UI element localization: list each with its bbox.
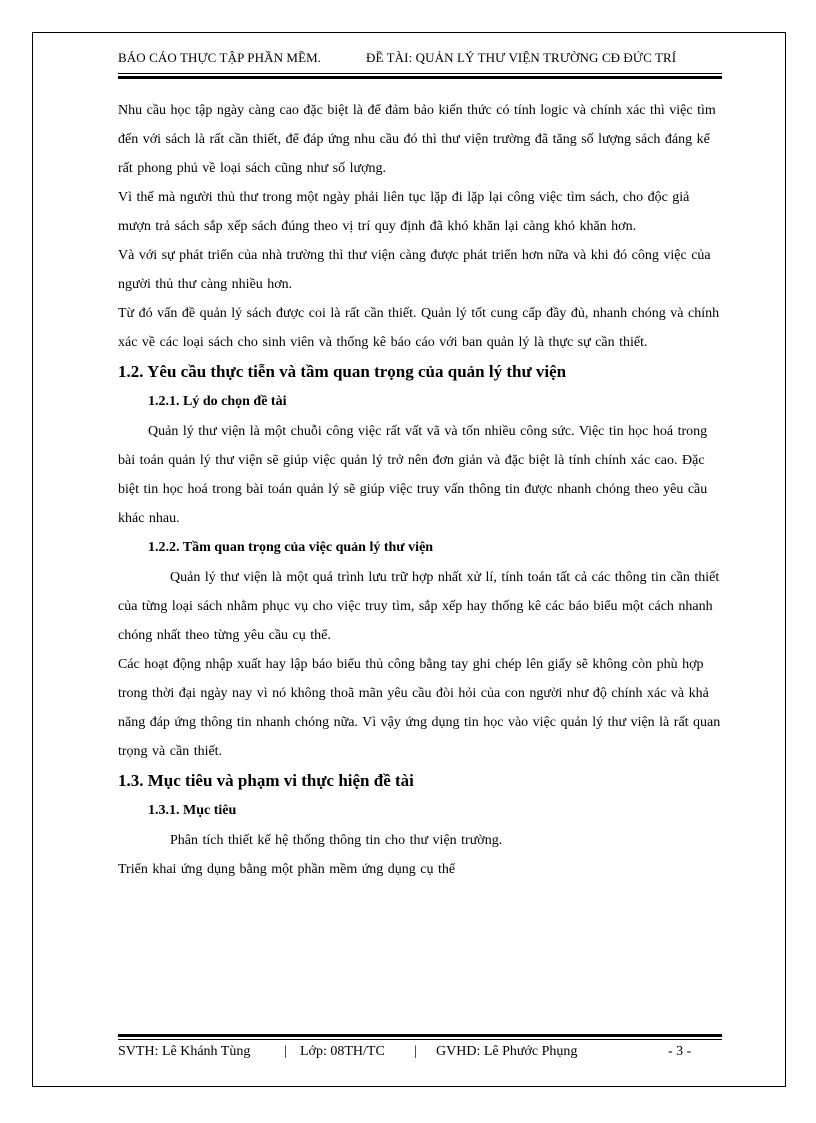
section-heading-1-2: 1.2. Yêu cầu thực tiễn và tầm quan trọng của quản lý thư viện [118, 362, 567, 381]
footer-student: SVTH: Lê Khánh Tùng [118, 1044, 251, 1059]
paragraph-9: Triển khai ứng dụng bằng một phần mềm ứng dụng cụ thể [118, 862, 456, 877]
header-rule-thick [118, 76, 722, 79]
footer-rule-thin [118, 1039, 722, 1040]
paragraph-1: Nhu cầu học tập ngày càng cao đặc biệt là để đảm bảo kiến thức có tính logic và chính xác thì việc tìm đến với sách là rất cần thiết, để đáp ứng nhu cầu đó thì thư viện trường đã tăng số lượng sách đáng kể rất phong phú về loại sách cũng như số lượng. [118, 103, 716, 176]
paragraph-5: Quản lý thư viện là một chuỗi công việc rất vất vã và tốn nhiều công sức. Việc tin học hoá trong bài toán quản lý thư viện sẽ giúp việc quản lý trở nên đơn giản và đặc biệt là tính chính xác cao. Đặc biệt tin học hoá trong bài toán quản lý sẽ giúp việc truy vấn thông tin được nhanh chóng theo yêu cầu khác nhau. [118, 424, 708, 526]
subsection-heading-1-3-1: 1.3.1. Mục tiêu [148, 803, 237, 818]
section-heading-1-3: 1.3. Mục tiêu và phạm vi thực hiện đề tài [118, 771, 414, 790]
paragraph-2: Vì thế mà người thủ thư trong một ngày phải liên tục lặp đi lặp lại công việc tìm sách, cho độc giả mượn trả sách sắp xếp sách đúng theo vị trí quy định đã khó khăn lại càng khó khăn hơn. [118, 190, 690, 234]
paragraph-6: Quản lý thư viện là một quá trình lưu trữ hợp nhất xử lí, tính toán tất cả các thông tin cần thiết của từng loại sách nhằm phục vụ cho việc truy tìm, sắp xếp hay thống kê các báo biểu một cách nhanh chóng nhất theo từng yêu cầu cụ thể. [118, 570, 720, 643]
paragraph-7: Các hoạt động nhập xuất hay lập báo biểu thủ công bằng tay ghi chép lên giấy sẽ không còn phù hợp trong thời đại ngày nay vì nó không thoã mãn yêu cầu đòi hỏi của con người như độ chính xác và khả năng đáp ứng thông tin nhanh chóng nữa. Vì vậy ứng dụng tin học vào việc quản lý thư viện là rất quan trọng và cần thiết. [118, 657, 721, 759]
subsection-heading-1-2-2: 1.2.2. Tầm quan trọng của việc quản lý thư viện [148, 540, 434, 555]
document-body [118, 96, 722, 884]
paragraph-4: Từ đó vấn đề quản lý sách được coi là rất cần thiết. Quản lý tốt cung cấp đầy đủ, nhanh chóng và chính xác về các loại sách cho sinh viên và thống kê báo cáo với ban quản lý là thực sự cần thiết. [118, 306, 720, 350]
report-title: BÁO CÁO THỰC TẬP PHẦN MỀM. [118, 50, 322, 65]
page-number: - 3 - [668, 1044, 692, 1059]
paragraph-3: Và với sự phát triển của nhà trường thì thư viện càng được phát triển hơn nữa và khi đó công việc của người thủ thư càng nhiều hơn. [118, 248, 711, 292]
header-rule-thin [118, 73, 722, 74]
footer-rule-thick [118, 1034, 722, 1037]
footer-separator-1: | [284, 1044, 287, 1059]
footer-separator-2: | [414, 1044, 417, 1059]
footer-class: Lớp: 08TH/TC [300, 1044, 385, 1059]
paragraph-8: Phân tích thiết kế hệ thống thông tin cho thư viện trường. [170, 833, 503, 848]
footer-advisor: GVHD: Lê Phước Phụng [436, 1044, 578, 1059]
subsection-heading-1-2-1: 1.2.1. Lý do chọn đề tài [148, 394, 287, 409]
topic-title: ĐỀ TÀI: QUẢN LÝ THƯ VIỆN TRƯỜNG CĐ ĐỨC TRÍ [366, 50, 677, 65]
